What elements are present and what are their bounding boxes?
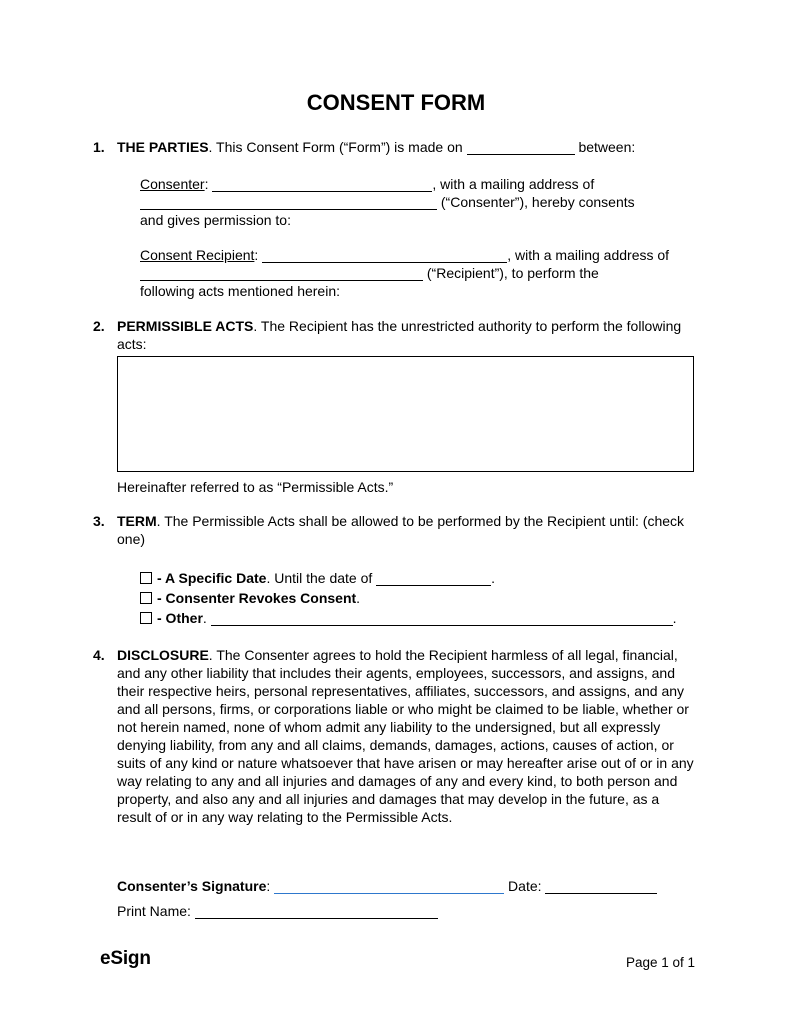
option-text: . [356,590,361,606]
section-text: . The Recipient has the unrestricted authority to perform the following acts: [117,318,682,352]
section-text: between: [574,139,636,155]
consenter-block [140,175,696,229]
option-label: - Consenter Revokes Consent [157,590,357,606]
section-heading: DISCLOSURE [117,647,209,663]
specific-date-field[interactable] [376,572,491,586]
option-text: . [202,610,211,626]
made-on-date-field[interactable] [467,141,575,155]
signature-block [117,877,695,920]
specific-date-checkbox[interactable] [140,572,152,584]
consenter-name-field[interactable] [212,178,432,192]
consenter-line-2 [140,193,696,211]
recipient-after-name-text: , with a mailing address of [507,247,670,263]
recipient-after-address-text: (“Recipient”), to perform the [423,265,599,281]
section-text: . The Consenter agrees to hold the Recipient harmless of all legal, financial, and any other liability that includes their agents, employees, successors, and assigns, and their respective heirs, personal representatives, affiliates, successors, and assigns, and any and all persons, firms, or corporations liable or who might be claimed to be liable, whether or not herein named, none of whom admit any liability to the undersigned, but all expressly denying liability, from any and all claims, demands, damages, actions, causes of action, or suits of any kind or nature whatsoever that have arisen or may hereafter arise out of or in any way relating to any and all injuries and damages of any and every kind, to both person and property, and also any and all injuries and damages that may develop in the future, as a result of or in any way relating to the Permissible Acts. [117,647,694,825]
section-heading: PERMISSIBLE ACTS [117,318,254,334]
consenter-after-address-text: (“Consenter”), hereby consents [437,194,635,210]
section-number: 3. [93,513,105,529]
page-title: CONSENT FORM [306,90,486,115]
term-option-specific-date [140,568,696,588]
section-permissible-acts [93,317,695,353]
section-term [93,512,695,548]
section-parties [93,138,695,156]
signature-row [117,877,695,895]
consenter-colon: : [204,176,213,192]
print-name-row [117,902,695,920]
signature-colon: : [266,878,275,894]
section-text: . The Permissible Acts shall be allowed to be performed by the Recipient until: (check one) [117,513,685,547]
term-option-other [140,608,696,628]
consenter-signature-field[interactable] [274,880,504,894]
recipient-address-field[interactable] [140,267,423,281]
signature-date-field[interactable] [545,880,657,894]
section-parties-intro [117,138,695,156]
recipient-label: Consent Recipient [140,247,255,263]
recipient-line-1 [140,246,696,264]
print-name-label: Print Name: [117,903,195,919]
recipient-closing-text: following acts mentioned herein: [140,283,341,299]
recipient-colon: : [254,247,263,263]
consenter-closing-text: and gives permission to: [140,212,291,228]
section-number: 4. [93,647,105,663]
option-label: - A Specific Date [157,570,267,586]
section-number: 1. [93,139,105,155]
revoke-consent-checkbox[interactable] [140,592,152,604]
consenter-label: Consenter [140,176,205,192]
section-heading: TERM [117,513,157,529]
other-field[interactable] [211,612,673,626]
print-name-field[interactable] [195,905,438,919]
option-text: . [491,570,496,586]
permissible-acts-note: Hereinafter referred to as “Permissible Acts.” [117,479,394,495]
date-label: Date: [508,878,546,894]
option-text: . Until the date of [266,570,377,586]
esign-logo: eSign [100,948,151,969]
consenter-signature-label: Consenter’s Signature [117,878,267,894]
permissible-acts-box[interactable] [117,356,694,472]
page-indicator: Page 1 of 1 [625,955,695,970]
consenter-line-1 [140,175,696,193]
section-disclosure-text [117,646,695,826]
section-heading: THE PARTIES [117,139,209,155]
term-options [140,568,696,628]
section-disclosure [93,646,695,826]
option-text: . [672,610,677,626]
recipient-name-field[interactable] [262,249,507,263]
recipient-block [140,246,696,300]
section-number: 2. [93,318,105,334]
consenter-address-field[interactable] [140,196,437,210]
recipient-line-2 [140,264,696,282]
section-text: . This Consent Form (“Form”) is made on [208,139,467,155]
option-label: - Other [157,610,203,626]
consenter-after-name-text: , with a mailing address of [432,176,595,192]
section-permissible-acts-intro [117,317,695,353]
section-term-intro [117,512,695,548]
other-checkbox[interactable] [140,612,152,624]
term-option-revoke [140,588,696,608]
